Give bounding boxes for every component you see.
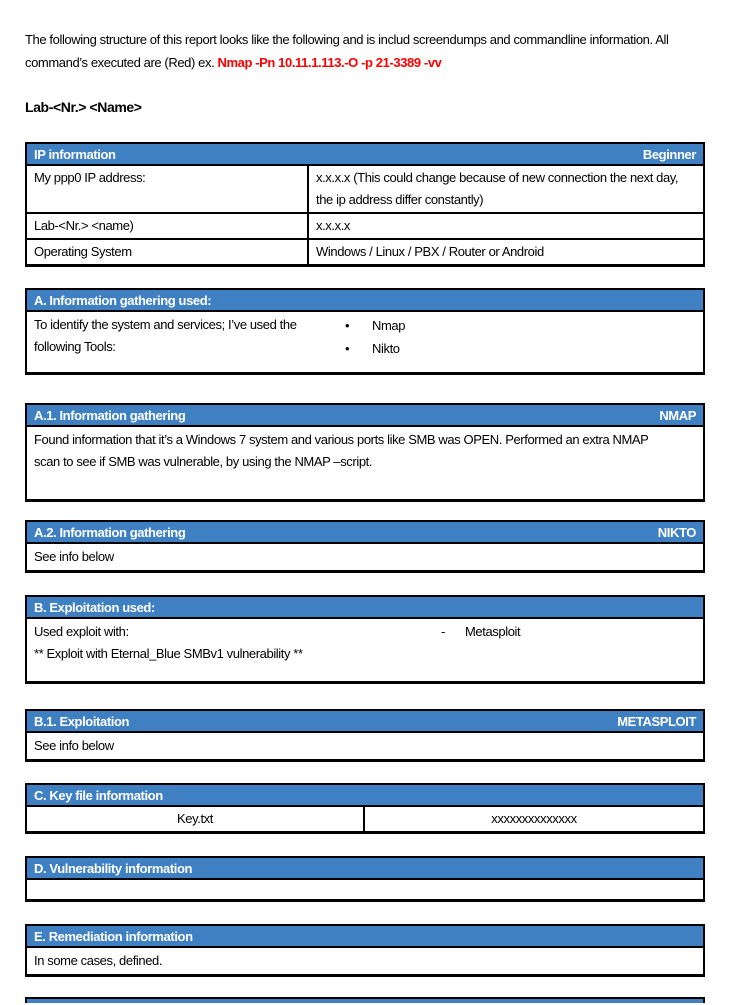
- body-text: See info below: [27, 542, 703, 570]
- table-remediation-information: [25, 924, 705, 977]
- body-text: [27, 878, 703, 899]
- table-information-gathering-used: [25, 288, 705, 375]
- table-header-title: A.2. Information gathering: [34, 524, 186, 540]
- table-information-gathering-nikto: [25, 520, 705, 573]
- table-vulnerability-information: [25, 856, 705, 902]
- table-header-title: A. Information gathering used:: [34, 292, 212, 308]
- table-header-title: IP information: [34, 146, 116, 162]
- table-header: [27, 522, 703, 542]
- tools-bullet-list: [345, 314, 405, 370]
- table-row: [27, 805, 703, 831]
- tool-name: Metasploit: [465, 624, 521, 639]
- key-file-name: Key.txt: [27, 807, 365, 831]
- intro-text: The following structure of this report looks like the following and is includ screendumps and commandline information. All command’s executed are (Red) ex.: [25, 32, 669, 70]
- table-header: [27, 785, 703, 805]
- intro-paragraph: [25, 28, 705, 74]
- body-text: See info below: [27, 731, 703, 759]
- table-key-file-information: [25, 783, 705, 834]
- table-ip-information: [25, 142, 705, 267]
- body-text: Found information that it’s a Windows 7 system and various ports like SMB was OPEN. Performed an extra NMAP scan to see if SMB was vulnerable, by using the NMAP –script.: [27, 425, 703, 499]
- key-file-value: xxxxxxxxxxxxxx: [491, 811, 577, 826]
- row-label: Lab-<Nr.> <name): [27, 214, 309, 238]
- table-header: [27, 858, 703, 878]
- next-table-header-peek: [25, 997, 705, 1003]
- table-row: [27, 164, 703, 212]
- row-value: x.x.x.x: [316, 218, 351, 233]
- table-header: [27, 144, 703, 164]
- table-header-title: B. Exploitation used:: [34, 599, 155, 615]
- bullet-item: • Nmap: [345, 314, 405, 337]
- body-text: Used exploit with:: [34, 624, 129, 639]
- table-body: [27, 617, 703, 681]
- table-header-title: E. Remediation information: [34, 928, 193, 944]
- table-body: [27, 310, 703, 372]
- row-label: My ppp0 IP address:: [27, 166, 309, 212]
- table-header: [27, 405, 703, 425]
- table-header: [27, 926, 703, 946]
- table-header-badge: METASPLOIT: [617, 713, 696, 729]
- row-value: Windows / Linux / PBX / Router or Android: [316, 244, 544, 259]
- table-header-title: B.1. Exploitation: [34, 713, 130, 729]
- table-header-title: C. Key file information: [34, 787, 163, 803]
- tool-list-item: [441, 621, 696, 643]
- table-header-badge: Beginner: [642, 146, 696, 162]
- table-exploitation-metasploit: [25, 709, 705, 762]
- table-row: [27, 238, 703, 264]
- row-value: x.x.x.x (This could change because of new connection the next day, the ip address differ constantly): [316, 170, 679, 207]
- body-text: In some cases, defined.: [27, 946, 703, 974]
- dash-marker: -: [441, 624, 445, 639]
- table-header: [27, 290, 703, 310]
- table-information-gathering-nmap: [25, 403, 705, 502]
- lab-heading: Lab-<Nr.> <Name>: [25, 99, 142, 115]
- table-header-badge: NIKTO: [657, 524, 696, 540]
- table-header: [27, 597, 703, 617]
- table-header-title: A.1. Information gathering: [34, 407, 186, 423]
- table-header-badge: NMAP: [659, 407, 696, 423]
- table-exploitation-used: [25, 595, 705, 684]
- command-example-text: Nmap -Pn 10.11.1.113.-O -p 21-3389 -vv: [217, 55, 442, 70]
- table-row: [27, 212, 703, 238]
- bullet-item: • Nikto: [345, 337, 405, 360]
- body-line: [34, 621, 696, 643]
- body-text: To identify the system and services; I’ve used the following Tools:: [34, 317, 297, 354]
- body-line: ** Exploit with Eternal_Blue SMBv1 vulnerability **: [34, 646, 303, 661]
- row-label: Operating System: [27, 240, 309, 264]
- table-header-title: D. Vulnerability information: [34, 860, 193, 876]
- table-header: [27, 711, 703, 731]
